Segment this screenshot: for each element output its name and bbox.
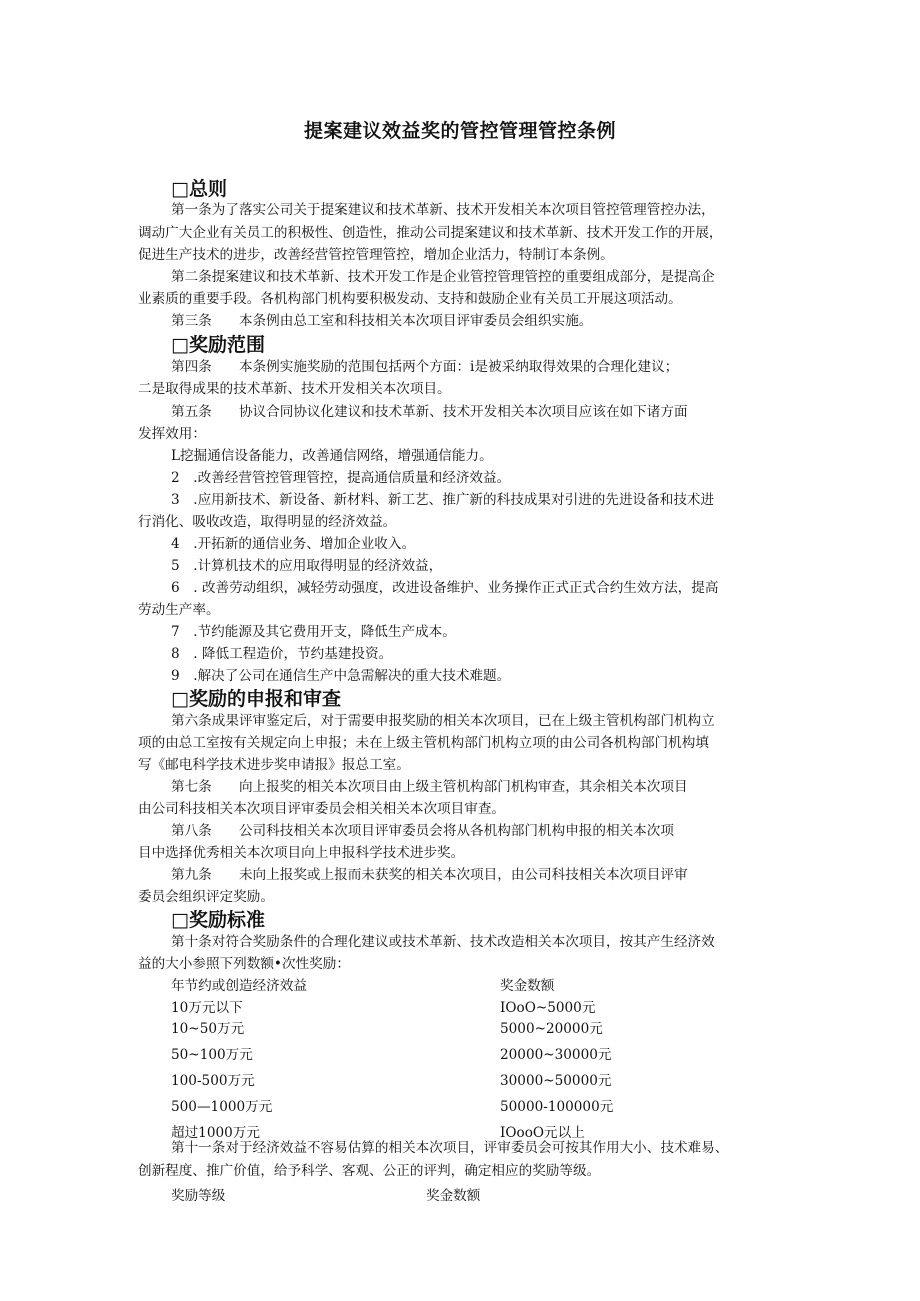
article-4-line-2: 二是取得成果的技术革新、技术开发相关本次项目。 xyxy=(138,381,451,397)
award-table-cell: 超过1000万元 xyxy=(171,1125,260,1141)
award-table-cell: 100-500万元 xyxy=(171,1073,255,1089)
list-item-7: 7 .节约能源及其它费用开支，降低生产成本。 xyxy=(171,624,456,640)
article-4-line-1: 第四条 本条例实施奖励的范围包括两个方面：i是被采纳取得效果的合理化建议； xyxy=(171,359,679,375)
list-item-8: 8 . 降低工程造价，节约基建投资。 xyxy=(171,646,393,662)
award-table-cell: 500—1000万元 xyxy=(171,1099,273,1115)
list-item-6-line-2: 劳动生产率。 xyxy=(138,602,220,618)
award-table-cell: IOooO元以上 xyxy=(500,1125,585,1141)
award-table-cell: 10万元以下 xyxy=(171,1000,243,1016)
article-8-line-2: 目中选择优秀相关本次项目向上申报科学技术进步奖。 xyxy=(138,845,465,861)
list-item-6-line-1: 6 . 改善劳动组织，减轻劳动强度，改进设备维护、业务操作正式正式合约生效方法，提高 xyxy=(171,580,719,596)
list-item-3-line-1: 3 .应用新技术、新设备、新材料、新工艺、推广新的科技成果对引进的先进设备和技术进 xyxy=(171,492,715,508)
list-item-9: 9 .解决了公司在通信生产中急需解决的重大技术难题。 xyxy=(171,668,511,684)
article-3-line-1: 第三条 本条例由总工室和科技相关本次项目评审委员会组织实施。 xyxy=(171,313,593,329)
article-6-line-1: 第六条成果评审鉴定后，对于需要申报奖励的相关本次项目，已在上级主管机构部门机构立 xyxy=(171,713,715,729)
article-1-line-2: 调动广大企业有关员工的积极性、创造性，推动公司提案建议和技术革新、技术开发工作的开展， xyxy=(138,225,723,241)
grade-table-header-amount: 奖金数额 xyxy=(426,1188,481,1204)
list-item-4: 4 .开拓新的通信业务、增加企业收入。 xyxy=(171,536,416,552)
award-table-cell: IOoO~5000元 xyxy=(500,1000,596,1016)
article-6-line-3: 写《邮电科学技术进步奖申请报》报总工室。 xyxy=(138,757,410,773)
article-9-line-1: 第九条 未向上报奖或上报而未获奖的相关本次项目，由公司科技相关本次项目评审 xyxy=(171,867,688,883)
award-table-cell: 10~50万元 xyxy=(171,1021,245,1037)
article-1-line-3: 促进生产技术的进步，改善经营管控管理管控，增加企业活力，特制订本条例。 xyxy=(138,247,614,263)
article-10-line-2: 益的大小参照下列数额•次性奖励： xyxy=(138,956,350,972)
section-heading-scope: □奖励范围 xyxy=(171,334,265,356)
document-title: 提案建议效益奖的管控管理管控条例 xyxy=(303,120,616,142)
article-11-line-1: 第十一条对于经济效益不容易估算的相关本次项目，评审委员会可按其作用大小、技术难易、 xyxy=(171,1140,729,1156)
article-11-line-2: 创新程度、推广价值，给予科学、客观、公正的评判，确定相应的奖励等级。 xyxy=(138,1163,601,1179)
section-heading-standard: □奖励标准 xyxy=(171,909,265,931)
grade-table-header-level: 奖励等级 xyxy=(171,1188,226,1204)
article-2-line-1: 第二条提案建议和技术革新、技术开发工作是企业管控管理管控的重要组成部分，是提高企 xyxy=(171,269,715,285)
article-6-line-2: 项的由总工室按有关规定向上申报；未在上级主管机构部门机构立项的由公司各机构部门机构填 xyxy=(138,735,709,751)
article-8-line-1: 第八条 公司科技相关本次项目评审委员会将从各机构部门机构申报的相关本次项 xyxy=(171,823,674,839)
article-5-line-2: 发挥效用： xyxy=(138,426,206,442)
award-table-cell: 5000~20000元 xyxy=(500,1021,603,1037)
list-item-3-line-2: 行消化、吸收改造，取得明显的经济效益。 xyxy=(138,514,397,530)
award-table-cell: 30000~50000元 xyxy=(500,1073,612,1089)
article-7-line-2: 由公司科技相关本次项目评审委员会相关相关本次项目审查。 xyxy=(138,801,506,817)
list-item-2: 2 .改善经营管控管理管控，提高通信质量和经济效益。 xyxy=(171,470,511,486)
section-heading-general: □总则 xyxy=(171,178,227,200)
article-5-line-1: 第五条 协议合同协议化建议和技术革新、技术开发相关本次项目应该在如下诸方面 xyxy=(171,404,688,420)
award-table-cell: 20000~30000元 xyxy=(500,1047,612,1063)
section-heading-application: □奖励的申报和审查 xyxy=(171,688,341,710)
list-item-5: 5 .计算机技术的应用取得明显的经济效益， xyxy=(171,558,443,574)
award-table-header-benefit: 年节约或创造经济效益 xyxy=(171,978,307,994)
article-9-line-2: 委员会组织评定奖励。 xyxy=(138,889,274,905)
article-2-line-2: 业素质的重要手段。各机构部门机构要积极发动、支持和鼓励企业有关员工开展这项活动。 xyxy=(138,291,682,307)
article-1-line-1: 第一条为了落实公司关于提案建议和技术革新、技术开发相关本次项目管控管理管控办法， xyxy=(171,202,715,218)
award-table-cell: 50~100万元 xyxy=(171,1047,253,1063)
article-7-line-1: 第七条 向上报奖的相关本次项目由上级主管机构部门机构审查，其余相关本次项目 xyxy=(171,779,688,795)
article-10-line-1: 第十条对符合奖励条件的合理化建议或技术革新、技术改造相关本次项目，按其产生经济效 xyxy=(171,934,715,950)
award-table-cell: 50000-100000元 xyxy=(500,1099,614,1115)
award-table-header-amount: 奖金数额 xyxy=(500,978,555,994)
list-item-1: L挖掘通信设备能力，改善通信网络，增强通信能力。 xyxy=(171,448,493,464)
